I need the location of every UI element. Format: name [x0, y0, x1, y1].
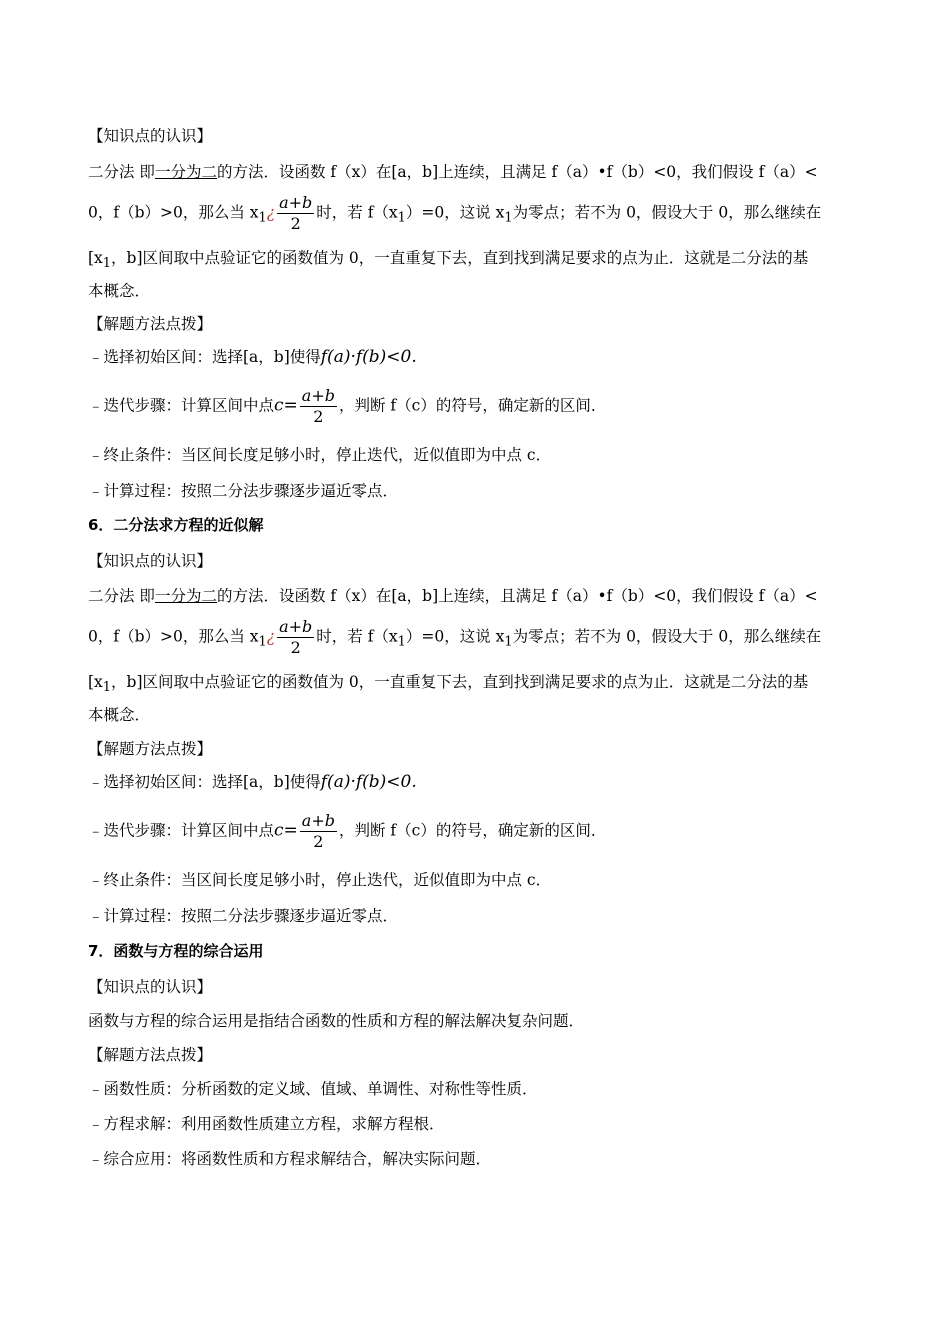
fraction-denominator: 2 — [313, 407, 324, 426]
text: ，b]区间取中点验证它的函数值为 0，一直重复下去，直到找到满足要求的点为止．这就是二分法的基 — [111, 673, 809, 691]
method-item: ﹣终止条件：当区间长度足够小时，停止迭代，近似值即为中点 c． — [88, 871, 552, 889]
text: ﹣选择初始区间：选择[a，b]使得 — [88, 773, 321, 791]
fraction — [300, 811, 337, 852]
math-expression: f(a)·f(b)<0. — [320, 772, 417, 792]
text: 为零点；若不为 0，假设大于 0，那么继续在 — [512, 203, 822, 222]
text: ﹣迭代步骤：计算区间中点 — [88, 396, 275, 415]
paragraph-line: 本概念． — [88, 706, 151, 724]
text: 0，f（b）>0，那么当 x — [88, 203, 259, 222]
math-expression: f(a)·f(b)<0. — [320, 347, 417, 367]
paragraph-line — [88, 246, 863, 271]
subscript: 1 — [258, 210, 267, 226]
glyph: ¿ — [266, 203, 276, 222]
subscript: 1 — [504, 210, 513, 226]
knowledge-tag: 【知识点的认识】 — [88, 127, 213, 145]
method-tag: 【解题方法点拨】 — [88, 315, 213, 333]
subscript: 1 — [397, 210, 406, 226]
method-item: ﹣综合应用：将函数性质和方程求解结合，解决实际问题． — [88, 1150, 492, 1168]
text: ，b]区间取中点验证它的函数值为 0，一直重复下去，直到找到满足要求的点为止．这就是二分法的基 — [111, 249, 809, 267]
knowledge-tag: 【知识点的认识】 — [88, 978, 213, 996]
method-tag: 【解题方法点拨】 — [88, 1046, 213, 1064]
section-heading: 6．二分法求方程的近似解 — [88, 516, 264, 534]
text: 时，若 f（x — [316, 203, 398, 222]
paragraph-line — [88, 160, 863, 182]
section-heading: 7．函数与方程的综合运用 — [88, 942, 264, 960]
text: 时，若 f（x — [316, 627, 398, 646]
text: 0，f（b）>0，那么当 x — [88, 627, 259, 646]
method-item — [88, 770, 863, 792]
math-expression: c= — [274, 820, 298, 841]
paragraph-line: 函数与方程的综合运用是指结合函数的性质和方程的解法解决复杂问题． — [88, 1012, 585, 1030]
knowledge-tag: 【知识点的认识】 — [88, 552, 213, 570]
text: ﹣选择初始区间：选择[a，b]使得 — [88, 348, 321, 366]
text: ）=0，这说 x — [405, 203, 505, 222]
fraction-denominator: 2 — [290, 638, 301, 657]
text: [x — [88, 249, 103, 267]
math-expression: c= — [274, 395, 298, 416]
text: ，判断 f（c）的符号，确定新的区间． — [338, 396, 607, 415]
fraction-numerator: a+b — [279, 617, 313, 636]
text: ﹣迭代步骤：计算区间中点 — [88, 821, 275, 840]
method-item: ﹣计算过程：按照二分法步骤逐步逼近零点． — [88, 907, 399, 925]
fraction-numerator: a+b — [279, 193, 313, 212]
method-item — [88, 345, 863, 367]
method-item: ﹣方程求解：利用函数性质建立方程，求解方程根． — [88, 1115, 445, 1133]
fraction — [277, 193, 314, 234]
text: 为零点；若不为 0，假设大于 0，那么继续在 — [512, 627, 822, 646]
method-tag: 【解题方法点拨】 — [88, 740, 213, 758]
text: [x — [88, 673, 103, 691]
paragraph-line: 本概念． — [88, 282, 151, 300]
fraction — [277, 617, 314, 658]
text: 二分法 即 — [88, 587, 155, 605]
method-item — [88, 811, 863, 852]
text: ，判断 f（c）的符号，确定新的区间． — [338, 821, 607, 840]
text: 的方法．设函数 f（x）在[a，b]上连续，且满足 f（a）•f（b）<0，我们假设 f（a）< — [216, 163, 818, 181]
paragraph-line — [88, 670, 863, 695]
fraction-denominator: 2 — [290, 214, 301, 233]
subscript: 1 — [102, 256, 112, 272]
glyph: ¿ — [266, 627, 276, 646]
paragraph-line — [88, 617, 863, 658]
fraction — [300, 386, 337, 427]
method-item: ﹣终止条件：当区间长度足够小时，停止迭代，近似值即为中点 c． — [88, 446, 552, 464]
paragraph-line — [88, 584, 863, 606]
paragraph-line — [88, 193, 863, 234]
text: 二分法 即 — [88, 163, 155, 181]
underlined-text: 一分为二 — [154, 163, 217, 181]
fraction-denominator: 2 — [313, 832, 324, 851]
underlined-text: 一分为二 — [154, 587, 217, 605]
subscript: 1 — [397, 634, 406, 650]
method-item: ﹣函数性质：分析函数的定义域、值域、单调性、对称性等性质． — [88, 1080, 538, 1098]
subscript: 1 — [102, 680, 112, 696]
text: 的方法．设函数 f（x）在[a，b]上连续，且满足 f（a）•f（b）<0，我们假设 f（a）< — [216, 587, 818, 605]
method-item — [88, 386, 863, 427]
subscript: 1 — [504, 634, 513, 650]
text: ）=0，这说 x — [405, 627, 505, 646]
method-item: ﹣计算过程：按照二分法步骤逐步逼近零点． — [88, 482, 399, 500]
subscript: 1 — [258, 634, 267, 650]
fraction-numerator: a+b — [301, 386, 335, 405]
fraction-numerator: a+b — [301, 811, 335, 830]
